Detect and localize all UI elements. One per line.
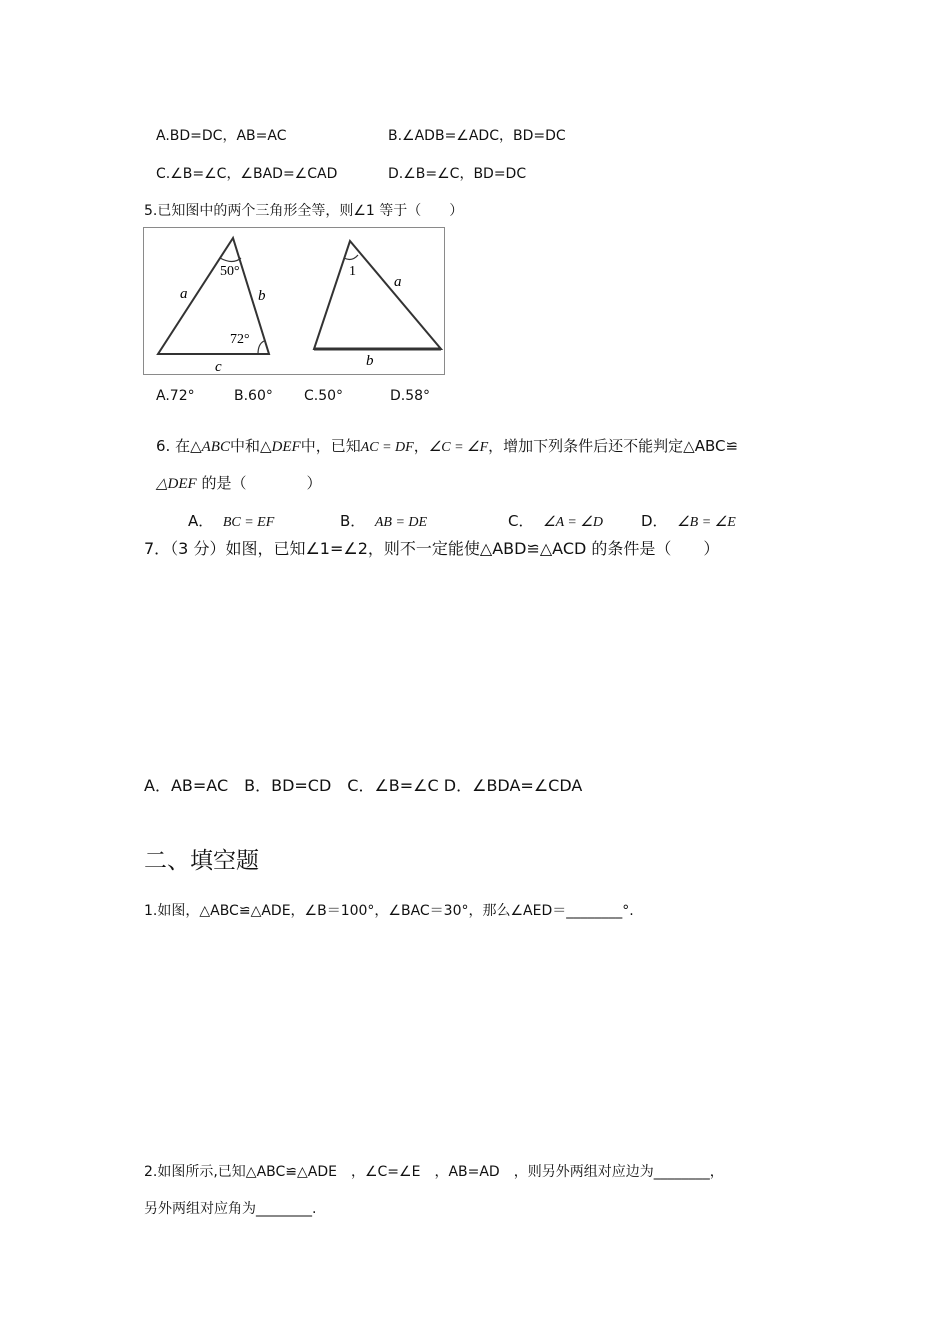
q6-suffix: ，增加下列条件后还不能判定△ABC≌	[488, 437, 739, 455]
label-a-right: a	[394, 274, 402, 290]
label-50: 50°	[220, 264, 240, 279]
label-b-bottom: b	[366, 353, 374, 369]
q4-option-a: A.BD=DC，AB=AC	[156, 128, 287, 144]
label-b-right: b	[258, 288, 266, 304]
q6-option-c	[508, 510, 603, 531]
q5-option-c: C.50°	[304, 388, 344, 404]
triangle-1-bottom-angle-arc	[258, 341, 264, 354]
q6-option-a-expr: BC = EF	[222, 515, 275, 530]
q6-option-b-label: B．	[340, 512, 366, 530]
q7-options: A．AB=AC B．BD=CD C．∠B=∠C D．∠BDA=∠CDA	[144, 776, 583, 795]
q6-prefix: 6. 在△	[156, 437, 202, 455]
label-1: 1	[349, 264, 356, 279]
section-heading-fill-in: 二、填空题	[144, 848, 259, 874]
q6-line2-rest: 的是（ ）	[201, 474, 322, 492]
q5-option-d: D.58°	[390, 388, 431, 404]
label-c-bottom: c	[215, 359, 222, 375]
q5-option-a: A.72°	[156, 388, 195, 404]
q6-line2-tri: △DEF	[156, 476, 197, 492]
q6-option-a-label: A．	[188, 512, 214, 530]
fill-q1: 1.如图，△ABC≌△ADE，∠B＝100°，∠BAC＝30°，那么∠AED＝________°.	[144, 903, 634, 919]
fill-q2-line2: 另外两组对应角为________.	[144, 1201, 317, 1217]
q5-figure	[143, 227, 445, 375]
q5-stem: 5.已知图中的两个三角形全等，则∠1 等于（ ）	[144, 203, 464, 219]
q6-option-d	[641, 510, 736, 531]
q6-mid1: 中和△	[229, 437, 272, 455]
q4-option-b: B.∠ADB=∠ADC，BD=DC	[388, 128, 566, 144]
q6-option-d-expr: ∠B = ∠E	[677, 515, 736, 530]
fill-q2-line1: 2.如图所示,已知△ABC≌△ADE ，∠C=∠E ，AB=AD ，则另外两组对应边为________，	[144, 1164, 724, 1180]
q6-option-d-label: D．	[641, 512, 668, 530]
triangle-2	[314, 241, 441, 349]
label-72: 72°	[230, 332, 250, 347]
q5-option-b: B.60°	[234, 388, 273, 404]
q7-stem: 7．（3 分）如图，已知∠1=∠2，则不一定能使△ABD≌△ACD 的条件是（ ）	[144, 539, 720, 558]
q4-option-d: D.∠B=∠C，BD=DC	[388, 166, 527, 182]
q5-triangles-svg	[144, 228, 446, 376]
triangle-1	[158, 238, 269, 354]
triangle-1-top-angle-arc	[220, 258, 241, 262]
q4-option-c: C.∠B=∠C，∠BAD=∠CAD	[156, 166, 338, 182]
q6-mid2: 中，已知	[300, 437, 361, 455]
q6-option-a	[188, 510, 274, 531]
q6-abc: ABC	[201, 439, 230, 455]
q6-def: DEF	[271, 439, 301, 455]
q6-line2	[156, 472, 322, 493]
q6-option-b	[340, 510, 427, 531]
q6-option-c-expr: ∠A = ∠D	[543, 515, 603, 530]
q6-option-c-label: C．	[508, 512, 534, 530]
q6-given2: ∠C = ∠F	[428, 440, 489, 455]
label-a-left: a	[180, 286, 188, 302]
q6-line1	[156, 435, 738, 456]
q6-option-b-expr: AB = DE	[374, 515, 428, 530]
q6-given1: AC = DF	[360, 440, 414, 455]
q6-comma: ，	[413, 437, 429, 455]
